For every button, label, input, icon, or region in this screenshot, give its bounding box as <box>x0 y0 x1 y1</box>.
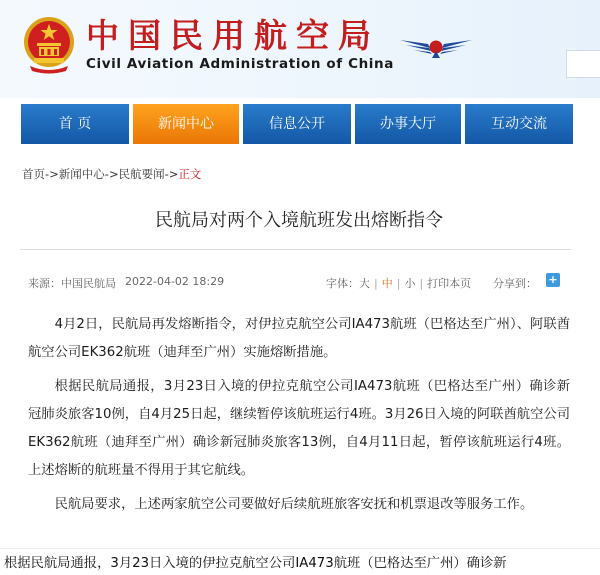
title-divider <box>20 249 571 250</box>
share-plus-icon[interactable]: + <box>546 273 560 287</box>
font-size-sep: | <box>419 277 424 290</box>
bottom-caption: 根据民航局通报，3月23日入境的伊拉克航空公司IA473航班（巴格达至广州）确诊新 <box>4 556 507 571</box>
nav-item-home[interactable]: 首 页 <box>21 104 129 144</box>
article-body <box>28 311 570 525</box>
article-paragraph: 4月2日，民航局再发熔断指令，对伊拉克航空公司IA473航班（巴格达至广州）、阿联酋航空公司EK362航班（迪拜至广州）实施熔断措施。 <box>28 317 570 360</box>
breadcrumb-sep: -> <box>45 167 59 181</box>
breadcrumb-current: 正文 <box>178 167 202 181</box>
nav-item-info-disclosure[interactable]: 信息公开 <box>243 104 351 144</box>
nav-item-service-hall[interactable]: 办事大厅 <box>355 104 461 144</box>
print-page-button[interactable]: 打印本页 <box>427 277 472 290</box>
font-size-sep: | <box>396 277 401 290</box>
nav-item-news-center[interactable]: 新闻中心 <box>133 104 239 144</box>
breadcrumb-home[interactable]: 首页 <box>22 167 45 181</box>
article-title: 民航局对两个入境航班发出熔断指令 <box>155 210 443 231</box>
font-size-control <box>326 275 471 291</box>
site-title-en[interactable]: Civil Aviation Administration of China <box>86 56 394 72</box>
article-paragraph: 民航局要求，上述两家航空公司要做好后续航班旅客安抚和机票退改等服务工作。 <box>54 497 534 512</box>
breadcrumb-news-center[interactable]: 新闻中心 <box>58 167 105 181</box>
article-date: 2022-04-02 18:29 <box>125 275 225 288</box>
site-title-cn[interactable]: 中国民用航空局 <box>86 16 380 55</box>
caac-wings-logo-icon <box>398 30 474 64</box>
font-size-label: 字体： <box>326 277 359 290</box>
font-size-sep: | <box>374 277 378 290</box>
font-size-small-button[interactable]: 小 <box>404 277 416 290</box>
breadcrumb-sep: -> <box>104 167 119 181</box>
article-paragraph: 根据民航局通报，3月23日入境的伊拉克航空公司IA473航班（巴格达至广州）确诊新冠肺炎旅客10例，自4月25日起，继续暂停该航班运行4班。3月26日入境的阿联酋航空公司EK362航班（迪拜至广州）确诊新冠肺炎旅客13例，自4月11日起，暂停该航班运行4班。上述熔断的航班量不得用于其它航线。 <box>28 379 570 478</box>
font-size-medium-button[interactable]: 中 <box>381 277 393 290</box>
nav-item-interaction[interactable]: 互动交流 <box>465 104 573 144</box>
share-label: 分享到： <box>493 277 537 290</box>
main-nav <box>21 104 591 144</box>
national-emblem-icon[interactable] <box>22 14 76 74</box>
site-header <box>0 0 600 98</box>
article-source: 来源：中国民航局 <box>28 277 116 290</box>
search-input[interactable] <box>566 50 600 78</box>
font-size-large-button[interactable]: 大 <box>359 277 370 290</box>
breadcrumb-sep: -> <box>164 167 179 181</box>
breadcrumb-section[interactable]: 民航要闻 <box>118 167 165 181</box>
breadcrumb <box>22 166 201 182</box>
